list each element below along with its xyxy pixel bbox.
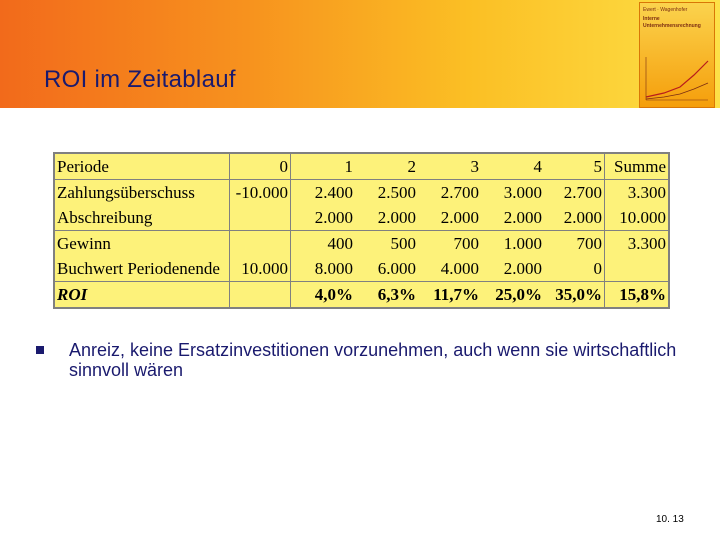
table-cell: 15,8%: [619, 285, 666, 304]
table-cell: 500: [390, 234, 416, 253]
header-cell: 1: [291, 153, 356, 180]
table-row: [54, 205, 669, 231]
table-cell: 10.000: [230, 256, 291, 282]
table-cell: 2.000: [291, 205, 356, 231]
table-cell: 35,0%: [544, 282, 605, 309]
table-cell: [230, 231, 291, 257]
header-cell-summe: Summe: [605, 153, 670, 180]
table-cell: 3.000: [503, 183, 542, 202]
table-row-roi: [54, 282, 669, 309]
book-title-line-1: Interne: [643, 16, 660, 22]
table-cell: 4,0%: [314, 285, 353, 304]
roi-table: [53, 152, 670, 309]
row-label: Gewinn: [54, 231, 230, 257]
table-cell: 3.300: [627, 183, 666, 202]
header-cell-periode: Periode: [54, 153, 230, 180]
table-cell: [605, 256, 670, 282]
bullet-marker: [36, 346, 44, 354]
book-cover-image: [639, 2, 715, 108]
slide-title: ROI im Zeitablauf: [44, 66, 236, 93]
table-cell: 25,0%: [495, 285, 542, 304]
table-cell: 6,3%: [377, 285, 416, 304]
table-cell: 2.000: [544, 205, 605, 231]
header-cell: 2: [355, 153, 418, 180]
table-cell: 2.000: [418, 205, 481, 231]
table-cell: 4.000: [418, 256, 481, 282]
table-cell: -10.000: [230, 180, 291, 206]
table-row: [54, 231, 669, 257]
row-label: Buchwert Periodenende: [54, 256, 230, 282]
table-row: [54, 256, 669, 282]
book-cover-graphic: [644, 53, 710, 103]
table-cell: 8.000: [291, 256, 356, 282]
row-label: Abschreibung: [54, 205, 230, 231]
table-cell: 2.700: [440, 183, 479, 202]
table-cell: 6.000: [355, 256, 418, 282]
book-author: Ewert · Wagenhofer: [643, 7, 688, 13]
table-cell: 400: [327, 234, 353, 253]
table-row: [54, 180, 669, 206]
header-cell: 4: [481, 153, 544, 180]
table-cell: 2.500: [377, 183, 416, 202]
table-cell: 2.000: [481, 256, 544, 282]
table-cell: 2.000: [355, 205, 418, 231]
page-number: 10. 13: [656, 514, 684, 525]
header-cell: 5: [544, 153, 605, 180]
header-cell: 0: [230, 153, 291, 180]
bullet-text: Anreiz, keine Ersatzinvestitionen vorzunehmen, auch wenn sie wirtschaftlich sinnvoll wären: [69, 340, 677, 380]
table-cell: 0: [544, 256, 605, 282]
row-label: ROI: [54, 282, 230, 309]
table-cell: 2.700: [544, 180, 605, 206]
header-cell: 3: [418, 153, 481, 180]
table-cell: 11,7%: [433, 285, 479, 304]
table-cell: 10.000: [605, 205, 670, 231]
table-cell: 700: [453, 234, 479, 253]
table-cell: 2.000: [481, 205, 544, 231]
table-cell: [230, 282, 291, 309]
table-cell: [230, 205, 291, 231]
table-cell: 1.000: [503, 234, 542, 253]
table-cell: 700: [544, 231, 605, 257]
table-cell: 3.300: [627, 234, 666, 253]
row-label: Zahlungsüberschuss: [54, 180, 230, 206]
table-header-row: [54, 153, 669, 180]
book-title-line-2: Unternehmensrechnung: [643, 23, 701, 29]
table-cell: 2.400: [314, 183, 353, 202]
